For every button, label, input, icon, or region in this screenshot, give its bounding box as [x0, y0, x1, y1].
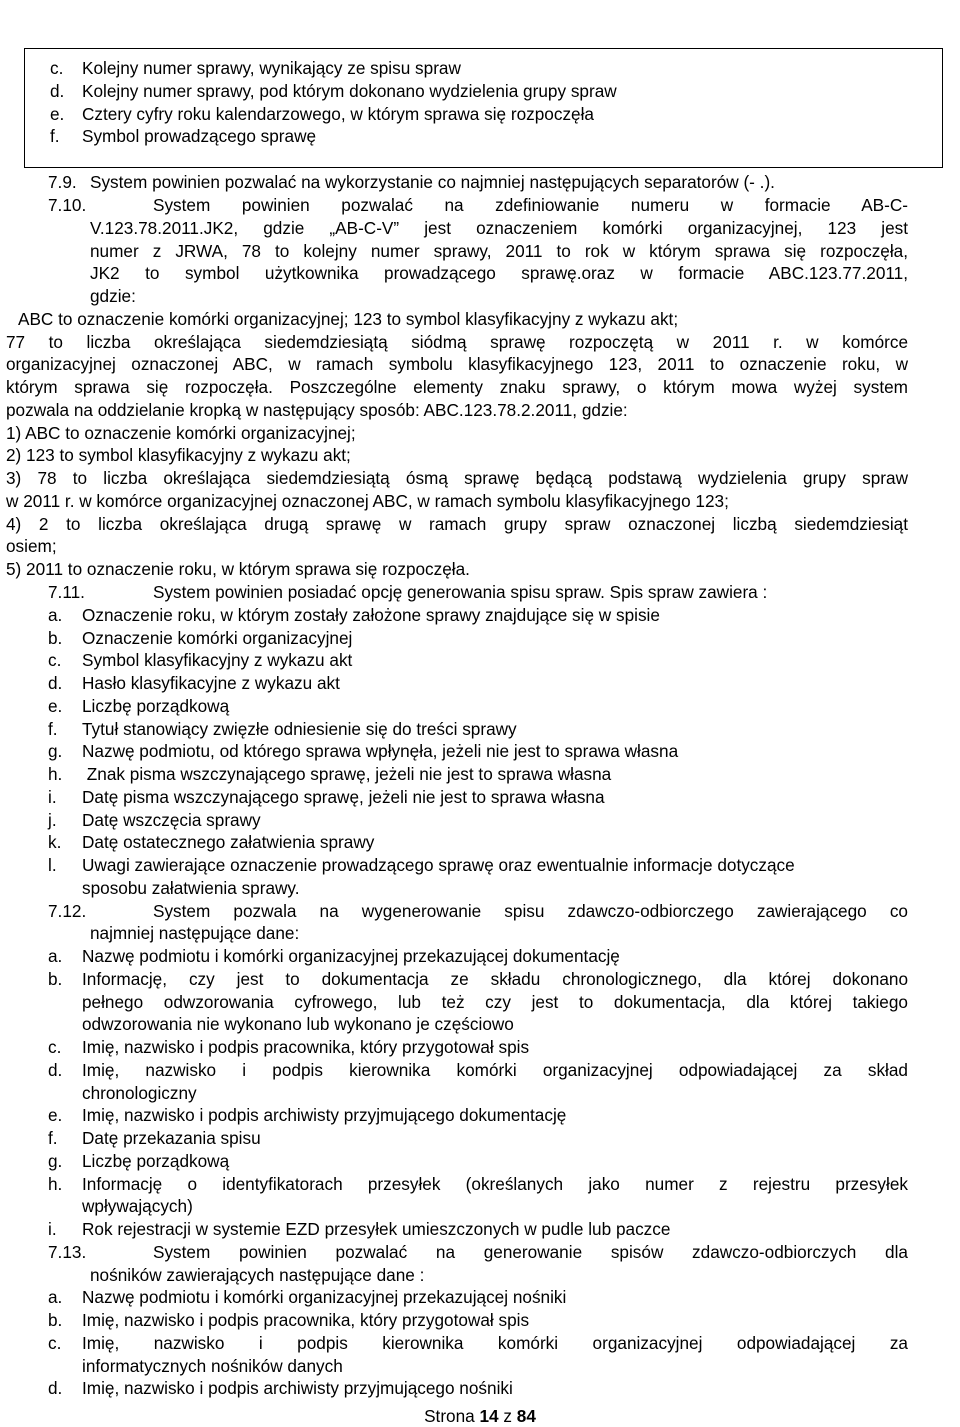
paragraph-line: organizacyjnej oznaczonej ABC, w ramach symbolu klasyfikacyjnego 123, 2011 to oznaczenie roku, w	[6, 354, 908, 374]
list-label: f.	[48, 1128, 58, 1148]
list-item: Imię, nazwisko i podpis archiwisty przyjmującego dokumentację	[82, 1105, 567, 1125]
list-label: d.	[50, 81, 65, 101]
section-text: gdzie:	[90, 286, 136, 306]
list-item: Datę wszczęcia sprawy	[82, 810, 261, 830]
section-text: numer z JRWA, 78 to kolejny numer sprawy, 2011 to rok w którym sprawa się rozpoczęła,	[90, 241, 908, 261]
list-item: Liczbę porządkową	[82, 696, 230, 716]
section-text: najmniej następujące dane:	[90, 923, 300, 943]
list-label: d.	[48, 1378, 63, 1398]
list-label: a.	[48, 1287, 63, 1307]
list-label: e.	[48, 1105, 63, 1125]
section-text: System powinien pozwalać na wykorzystanie co najmniej następujących separatorów (- .).	[90, 172, 775, 192]
list-item: Cztery cyfry roku kalendarzowego, w którym sprawa się rozpoczęła	[82, 104, 594, 124]
list-item: Imię, nazwisko i podpis pracownika, który przygotował spis	[82, 1037, 530, 1057]
section-text: System pozwala na wygenerowanie spisu zdawczo-odbiorczego zawierającego co	[153, 901, 908, 921]
list-label: j.	[48, 810, 57, 830]
list-label: c.	[48, 650, 62, 670]
section-text: nośników zawierających następujące dane :	[90, 1265, 425, 1285]
list-label: g.	[48, 1151, 63, 1171]
section-text: System powinien posiadać opcję generowania spisu spraw. Spis spraw zawiera :	[153, 582, 768, 602]
list-item: Imię, nazwisko i podpis pracownika, który przygotował spis	[82, 1310, 530, 1330]
list-label: b.	[48, 969, 63, 989]
list-item: Rok rejestracji w systemie EZD przesyłek umieszczonych w pudle lub paczce	[82, 1219, 671, 1239]
list-item: Imię, nazwisko i podpis kierownika komórki organizacyjnej odpowiadającej za skład	[82, 1060, 908, 1080]
list-item: Kolejny numer sprawy, wynikający ze spisu spraw	[82, 58, 461, 78]
list-item: Nazwę podmiotu i komórki organizacyjnej przekazującej nośniki	[82, 1287, 567, 1307]
list-item: Symbol prowadzącego sprawę	[82, 126, 317, 146]
list-item: Oznaczenie roku, w którym zostały założone sprawy znajdujące się w spisie	[82, 605, 660, 625]
list-item: Oznaczenie komórki organizacyjnej	[82, 628, 353, 648]
list-item: Imię, nazwisko i podpis kierownika komórki organizacyjnej odpowiadającej za	[82, 1333, 908, 1353]
list-item: Datę przekazania spisu	[82, 1128, 261, 1148]
paragraph-line: 77 to liczba określająca siedemdziesiątą siódmą sprawę rozpoczętą w 2011 r. w komórce	[6, 332, 908, 352]
page-footer	[0, 1406, 960, 1427]
paragraph-line: 1) ABC to oznaczenie komórki organizacyjnej;	[6, 423, 356, 443]
section-number: 7.9.	[48, 172, 77, 192]
list-label: d.	[48, 1060, 63, 1080]
paragraph-line: 5) 2011 to oznaczenie roku, w którym sprawa się rozpoczęła.	[6, 559, 470, 579]
paragraph-line: w 2011 r. w komórce organizacyjnej oznaczonej ABC, w ramach symbolu klasyfikacyjnego 123;	[6, 491, 729, 511]
paragraph-line: pozwala na oddzielanie kropką w następujący sposób: ABC.123.78.2.2011, gdzie:	[6, 400, 628, 420]
section-text: V.123.78.2011.JK2, gdzie „AB-C-V” jest oznaczeniem komórki organizacyjnej, 123 jest	[90, 218, 908, 238]
section-number: 7.12.	[48, 901, 87, 921]
list-item: Informację o identyfikatorach przesyłek (określanych jako numer z rejestru przesyłek	[82, 1174, 908, 1194]
section-number: 7.11.	[48, 582, 85, 602]
list-label: l.	[48, 855, 57, 875]
list-item: Liczbę porządkową	[82, 1151, 230, 1171]
paragraph-line: osiem;	[6, 536, 57, 556]
footer-page-total: 84	[516, 1406, 536, 1426]
list-label: e.	[50, 104, 65, 124]
list-label: b.	[48, 628, 63, 648]
section-number: 7.13.	[48, 1242, 87, 1262]
list-label: i.	[48, 787, 57, 807]
list-item: Kolejny numer sprawy, pod którym dokonano wydzielenia grupy spraw	[82, 81, 617, 101]
list-item-continuation: pełnego odwzorowania cyfrowego, lub też czy jest to dokumentacja, dla której takiego	[82, 992, 908, 1012]
list-item: Tytuł stanowiący zwięzłe odniesienie się do treści sprawy	[82, 719, 517, 739]
list-label: h.	[48, 1174, 63, 1194]
list-item: Datę pisma wszczynającego sprawę, jeżeli nie jest to sprawa własna	[82, 787, 605, 807]
list-label: c.	[48, 1333, 62, 1353]
list-item: Nazwę podmiotu i komórki organizacyjnej przekazującej dokumentację	[82, 946, 620, 966]
list-item: Imię, nazwisko i podpis archiwisty przyjmującego nośniki	[82, 1378, 513, 1398]
list-label: d.	[48, 673, 63, 693]
list-label: i.	[48, 1219, 57, 1239]
list-item: Znak pisma wszczynającego sprawę, jeżeli nie jest to sprawa własna	[82, 764, 612, 784]
list-label: c.	[50, 58, 64, 78]
list-label: a.	[48, 946, 63, 966]
list-item-continuation: wpływających)	[82, 1196, 193, 1216]
list-item: Hasło klasyfikacyjne z wykazu akt	[82, 673, 340, 693]
list-item-continuation: sposobu załatwienia sprawy.	[82, 878, 300, 898]
list-label: k.	[48, 832, 62, 852]
paragraph-line: którym sprawa się rozpoczęła. Poszczególne elementy znaku sprawy, o którym mowa wyżej system	[6, 377, 908, 397]
list-item-continuation: informatycznych nośników danych	[82, 1356, 343, 1376]
section-text: JK2 to symbol użytkownika prowadzącego sprawę.oraz w formacie ABC.123.77.2011,	[90, 263, 908, 283]
section-text: System powinien pozwalać na generowanie spisów zdawczo-odbiorczych dla	[153, 1242, 908, 1262]
list-label: h.	[48, 764, 63, 784]
list-label: b.	[48, 1310, 63, 1330]
list-item-continuation: chronologiczny	[82, 1083, 197, 1103]
footer-separator: z	[498, 1406, 517, 1426]
list-item-continuation: odwzorowania nie wykonano lub wykonano je częściowo	[82, 1014, 514, 1034]
list-label: f.	[50, 126, 60, 146]
section-text: System powinien pozwalać na zdefiniowanie numeru w formacie AB-C-	[153, 195, 908, 215]
paragraph-line: 4) 2 to liczba określająca drugą sprawę w ramach grupy spraw oznaczonej liczbą siedemdziesiąt	[6, 514, 908, 534]
list-label: c.	[48, 1037, 62, 1057]
footer-prefix: Strona	[424, 1406, 480, 1426]
list-item: Symbol klasyfikacyjny z wykazu akt	[82, 650, 353, 670]
list-item: Nazwę podmiotu, od którego sprawa wpłynęła, jeżeli nie jest to sprawa własna	[82, 741, 679, 761]
paragraph-line: ABC to oznaczenie komórki organizacyjnej; 123 to symbol klasyfikacyjny z wykazu akt;	[18, 309, 679, 329]
section-number: 7.10.	[48, 195, 87, 215]
list-item: Datę ostatecznego załatwienia sprawy	[82, 832, 375, 852]
list-item: Informację, czy jest to dokumentacja ze składu chronologicznego, dla której dokonano	[82, 969, 908, 989]
footer-page-number: 14	[479, 1406, 499, 1426]
list-label: f.	[48, 719, 58, 739]
list-label: a.	[48, 605, 63, 625]
paragraph-line: 3) 78 to liczba określająca siedemdziesiątą ósmą sprawę będącą podstawą wydzielenia grupy spraw	[6, 468, 908, 488]
paragraph-line: 2) 123 to symbol klasyfikacyjny z wykazu akt;	[6, 445, 351, 465]
list-label: e.	[48, 696, 63, 716]
list-label: g.	[48, 741, 63, 761]
list-item: Uwagi zawierające oznaczenie prowadzącego sprawę oraz ewentualnie informacje dotyczące	[82, 855, 795, 875]
